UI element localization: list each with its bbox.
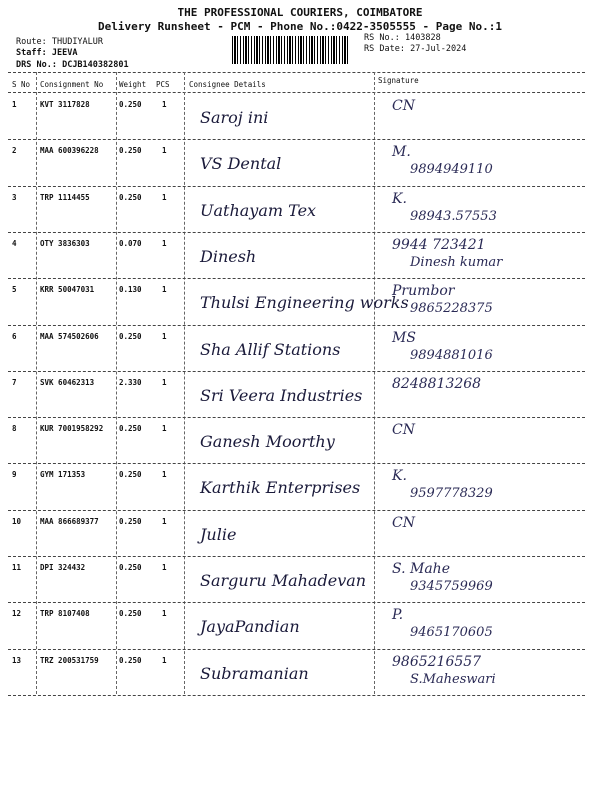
row-weight: 0.250	[119, 609, 142, 619]
row-divider	[8, 695, 585, 696]
row-pcs: 1	[162, 424, 167, 434]
col-weight-header: Weight	[119, 80, 147, 89]
col-consignment-header: Consignment No	[40, 80, 104, 89]
row-consignment-no: DPI 324432	[40, 563, 86, 572]
row-signature-line2: 9894881016	[410, 347, 493, 363]
row-signature-line1: M.	[392, 144, 411, 161]
row-weight: 2.330	[119, 377, 142, 387]
column-divider	[36, 72, 37, 694]
column-divider	[184, 72, 185, 694]
row-signature-line1: CN	[392, 422, 415, 439]
row-signature-line2: 98943.57553	[410, 208, 497, 224]
row-weight: 0.070	[119, 238, 142, 248]
row-sno: 2	[12, 146, 17, 156]
route-label: Route:	[16, 37, 47, 47]
row-sno: 9	[12, 470, 17, 480]
row-consignment-no: TRP 8107408	[40, 609, 90, 619]
row-consignee-handwriting: Sha Allif Stations	[200, 339, 341, 359]
staff-label: Staff:	[16, 48, 47, 58]
row-divider	[8, 649, 585, 650]
row-signature-line2: S.Maheswari	[410, 671, 496, 687]
row-signature-line2: 9894949110	[410, 162, 493, 178]
row-weight: 0.250	[119, 424, 142, 434]
row-signature-line1: Prumbor	[392, 283, 455, 300]
row-consignment-no: KRR 50047031	[40, 285, 95, 295]
row-pcs: 1	[162, 100, 167, 109]
row-weight: 0.250	[119, 192, 142, 202]
row-sno: 5	[12, 285, 17, 295]
row-sno: 3	[12, 192, 17, 202]
col-sno-header: S No	[12, 80, 31, 89]
row-weight: 0.250	[119, 516, 142, 526]
row-pcs: 1	[162, 563, 167, 572]
row-pcs: 1	[162, 146, 167, 156]
row-pcs: 1	[162, 470, 167, 480]
row-consignment-no: GYM 171353	[40, 470, 86, 480]
header-bottom-rule	[8, 92, 585, 93]
row-signature-line1: K.	[392, 468, 407, 485]
row-consignment-no: SVK 60462313	[40, 377, 95, 387]
row-signature-line2: 9865228375	[410, 301, 493, 317]
row-divider	[8, 325, 585, 326]
staff-value: JEEVA	[51, 48, 78, 58]
row-consignment-no: MAA 866689377	[40, 516, 99, 526]
route-value: THUDIYALUR	[51, 37, 104, 47]
row-pcs: 1	[162, 285, 167, 295]
row-pcs: 1	[162, 377, 167, 387]
row-consignment-no: MAA 574502606	[40, 331, 99, 341]
row-signature-line1: S. Mahe	[392, 561, 450, 577]
row-weight: 0.250	[119, 655, 142, 665]
row-pcs: 1	[162, 516, 167, 526]
row-signature-line1: CN	[392, 514, 415, 531]
row-consignee-handwriting: Ganesh Moorthy	[200, 432, 335, 452]
row-sno: 11	[12, 563, 22, 572]
row-signature-line2: 9597778329	[410, 486, 493, 502]
row-signature-line2: 9465170605	[410, 625, 493, 641]
row-consignment-no: MAA 600396228	[40, 146, 99, 156]
row-signature-line1: 8248813268	[392, 375, 482, 392]
row-consignment-no: KVT 3117828	[40, 100, 90, 109]
barcode-image	[232, 36, 350, 64]
row-consignee-handwriting: Sarguru Mahadevan	[200, 571, 367, 590]
row-divider	[8, 139, 585, 140]
staff-line	[16, 48, 77, 58]
row-sno: 13	[12, 655, 22, 665]
row-consignee-handwriting: Saroj ini	[200, 108, 269, 127]
row-consignee-handwriting: Uathayam Tex	[200, 200, 317, 220]
row-consignee-handwriting: VS Dental	[200, 154, 282, 174]
col-signature-header: Signature	[378, 76, 419, 85]
row-sno: 4	[12, 238, 17, 248]
row-pcs: 1	[162, 192, 167, 202]
row-consignment-no: OTY 3836303	[40, 238, 90, 248]
drs-value: DCJB140382801	[62, 60, 129, 70]
row-signature-line2: 9345759969	[410, 579, 493, 594]
row-consignment-no: TRZ 200531759	[40, 655, 99, 665]
row-signature-line1: P.	[392, 607, 404, 624]
drs-label: DRS No.:	[16, 60, 57, 70]
rs-no-value: 1403828	[404, 33, 441, 43]
row-signature-line1: 9865216557	[392, 653, 482, 670]
row-pcs: 1	[162, 655, 167, 665]
row-signature-line2: Dinesh kumar	[410, 254, 503, 270]
row-consignee-handwriting: Subramanian	[200, 663, 309, 683]
row-consignment-no: KUR 7001958292	[40, 424, 104, 434]
row-consignee-handwriting: Karthik Enterprises	[200, 478, 361, 498]
row-signature-line1: 9944 723421	[392, 236, 486, 253]
row-consignment-no: TRP 1114455	[40, 192, 90, 202]
row-weight: 0.250	[119, 331, 142, 341]
col-pcs-header: PCS	[156, 80, 170, 89]
header-top-rule	[8, 72, 585, 73]
row-sno: 1	[12, 100, 17, 109]
row-divider	[8, 463, 585, 464]
row-sno: 6	[12, 331, 17, 341]
row-weight: 0.250	[119, 100, 142, 109]
row-divider	[8, 417, 585, 418]
row-consignee-handwriting: Julie	[200, 524, 237, 544]
row-weight: 0.130	[119, 285, 142, 295]
row-consignee-handwriting: Dinesh	[200, 246, 257, 266]
runsheet-subtitle: Delivery Runsheet - PCM - Phone No.:0422-3505555 - Page No.:1	[98, 20, 502, 33]
rs-no-label: RS No.:	[364, 33, 400, 43]
rs-date-line	[364, 44, 466, 54]
row-weight: 0.250	[119, 146, 142, 156]
row-pcs: 1	[162, 609, 167, 619]
row-divider	[8, 232, 585, 233]
drs-line	[16, 60, 129, 70]
row-signature-line1: MS	[392, 329, 416, 346]
column-divider	[116, 72, 117, 694]
row-consignee-handwriting: Sri Veera Industries	[200, 385, 363, 405]
row-divider	[8, 510, 585, 511]
row-sno: 8	[12, 424, 17, 434]
rs-date-value: 27-Jul-2024	[410, 44, 467, 54]
company-title: THE PROFESSIONAL COURIERS, COIMBATORE	[177, 6, 423, 19]
route-line	[16, 37, 103, 47]
rs-date-label: RS Date:	[364, 44, 405, 54]
row-divider	[8, 278, 585, 279]
row-sno: 10	[12, 516, 22, 526]
row-divider	[8, 186, 585, 187]
row-divider	[8, 371, 585, 372]
row-sno: 7	[12, 377, 17, 387]
row-pcs: 1	[162, 331, 167, 341]
row-consignee-handwriting: JayaPandian	[200, 617, 300, 637]
row-pcs: 1	[162, 238, 167, 248]
column-divider	[374, 72, 375, 694]
col-consignee-header: Consignee Details	[189, 80, 266, 89]
row-weight: 0.250	[119, 470, 142, 480]
rs-no-line	[364, 33, 441, 43]
row-weight: 0.250	[119, 563, 142, 572]
row-consignee-handwriting: Thulsi Engineering works	[200, 293, 409, 313]
row-divider	[8, 556, 585, 557]
row-divider	[8, 602, 585, 603]
row-signature-line1: K.	[392, 190, 407, 207]
row-signature-line1: CN	[392, 98, 415, 114]
row-sno: 12	[12, 609, 22, 619]
